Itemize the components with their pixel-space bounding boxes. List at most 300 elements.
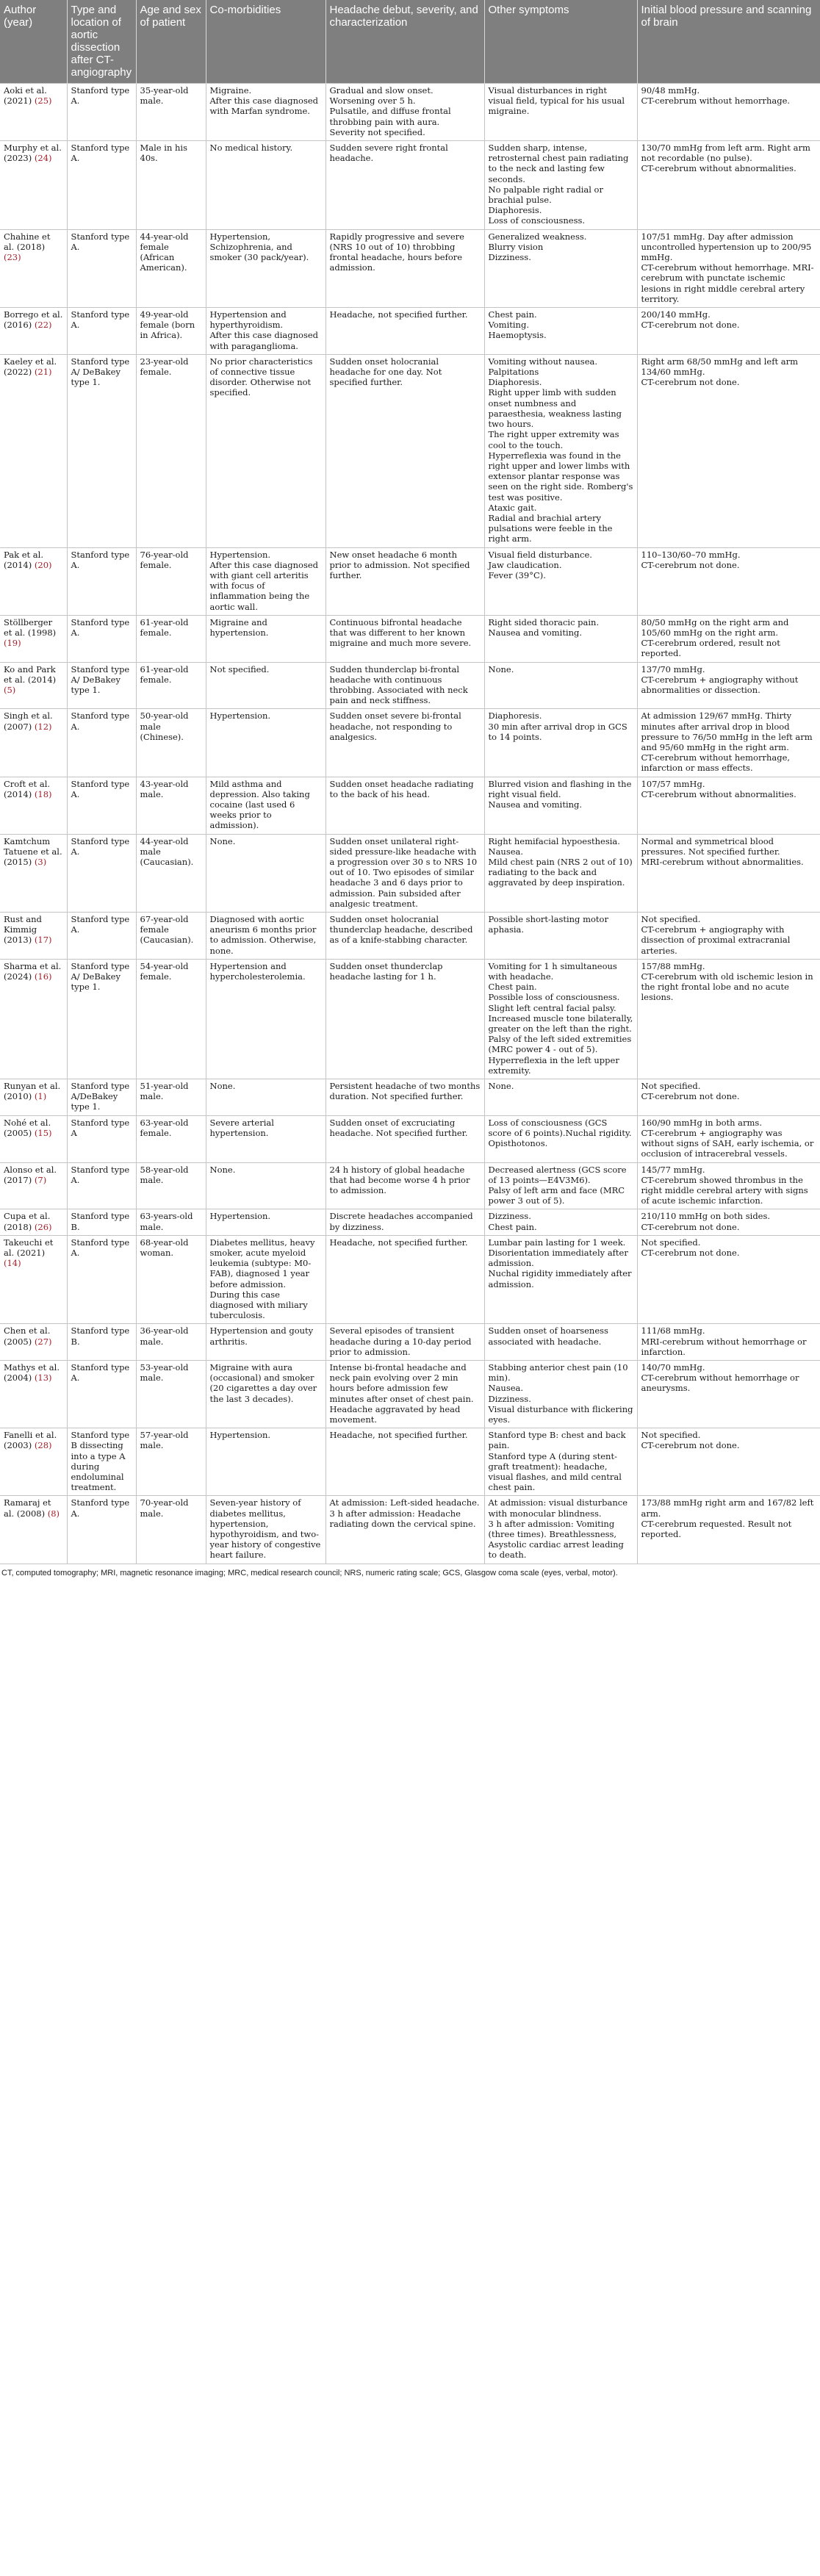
table-row <box>0 84 820 141</box>
cell-author <box>0 615 67 662</box>
cell-line: 30 min after arrival drop in GCS to 14 points. <box>488 721 627 742</box>
cell-line: CT-cerebrum with old ischemic lesion in the right frontal lobe and no acute lesions. <box>641 971 813 1003</box>
cell-author <box>0 547 67 615</box>
cell-type: Stanford type A. <box>67 615 136 662</box>
cell-line: CT-cerebrum not done. <box>641 1091 740 1102</box>
cell-comorbidities <box>206 1496 326 1564</box>
author-name: Kaeley et al. (2022) <box>4 356 57 378</box>
cell-author <box>0 308 67 355</box>
cell-author <box>0 777 67 834</box>
table-row <box>0 777 820 834</box>
header-comorbidities: Co-morbidities <box>206 0 326 84</box>
cell-blood-pressure <box>637 834 820 912</box>
cell-line: Discrete headaches accompanied by dizziness. <box>329 1211 473 1232</box>
cell-blood-pressure <box>637 547 820 615</box>
header-type: Type and location of aortic dissection after CT-angiography <box>67 0 136 84</box>
cell-line: CT-cerebrum + angiography without abnormalities or dissection. <box>641 674 799 695</box>
cell-line: Sudden onset of hoarseness associated with headache. <box>488 1325 608 1347</box>
reference-link[interactable]: (3) <box>34 857 47 868</box>
cell-comorbidities <box>206 547 326 615</box>
cell-line: Hyperreflexia was found in the right upper and lower limbs with extensor plantar response was seen on the right side. Romberg's test was positive. <box>488 450 633 503</box>
cell-line: Sudden onset holocranial thunderclap headache, described as of a knife-stabbing character. <box>329 914 473 946</box>
author-name: Takeuchi et al. (2021) <box>4 1237 54 1258</box>
cell-line: CT-cerebrum not done. <box>641 377 740 388</box>
cell-type: Stanford type A/ DeBakey type 1. <box>67 662 136 709</box>
cell-line: 160/90 mmHg in both arms. <box>641 1117 762 1128</box>
cell-comorbidities <box>206 913 326 960</box>
cell-line: Loss of consciousness (GCS score of 6 points).Nuchal rigidity. Opisthotonos. <box>488 1117 632 1149</box>
header-age: Age and sex of patient <box>136 0 206 84</box>
cell-line: 173/88 mmHg right arm and 167/82 left arm. <box>641 1497 814 1519</box>
cell-other-symptoms <box>484 777 637 834</box>
cell-other-symptoms <box>484 1360 637 1428</box>
cell-age: 35-year-old male. <box>136 84 206 141</box>
cell-line: Generalized weakness. <box>488 231 587 242</box>
cell-author <box>0 1496 67 1564</box>
cell-line: Nausea. <box>488 846 524 857</box>
cell-line: Right arm 68/50 mmHg and left arm 134/60 mmHg. <box>641 356 799 378</box>
cell-type: Stanford type A. <box>67 547 136 615</box>
cell-author <box>0 1209 67 1235</box>
table-row <box>0 1496 820 1564</box>
cell-blood-pressure <box>637 1235 820 1324</box>
reference-link[interactable]: (27) <box>34 1336 52 1347</box>
cell-author <box>0 1360 67 1428</box>
cell-age: 53-year-old male. <box>136 1360 206 1428</box>
cell-type: Stanford type A. <box>67 229 136 307</box>
cell-blood-pressure <box>637 1115 820 1162</box>
cell-line: Continuous bifrontal headache that was different to her known migraine and much more severe. <box>329 616 472 649</box>
cell-line: Visual disturbance with flickering eyes. <box>488 1403 633 1425</box>
cell-line: Vomiting. <box>488 320 529 331</box>
cell-line: Dizziness. <box>488 1211 531 1222</box>
cell-line: Normal and symmetrical blood pressures. Not specified further. <box>641 835 780 857</box>
cell-line: MRI-cerebrum without abnormalities. <box>641 857 804 868</box>
cell-blood-pressure <box>637 84 820 141</box>
cell-line: 157/88 mmHg. <box>641 960 705 971</box>
cell-age: 44-year-old male (Caucasian). <box>136 834 206 912</box>
cell-headache <box>326 141 484 230</box>
table-row <box>0 354 820 547</box>
reference-link[interactable]: (26) <box>34 1221 52 1232</box>
cell-comorbidities <box>206 1209 326 1235</box>
reference-link[interactable]: (17) <box>34 935 52 946</box>
cell-line: Sudden sharp, intense, retrosternal chest pain radiating to the neck and lasting few seconds. <box>488 143 629 184</box>
cell-line: CT-cerebrum not done. <box>641 1221 740 1232</box>
cell-line: Hypertension. <box>209 1211 271 1222</box>
cell-line: The right upper extremity was cool to the touch. <box>488 429 619 450</box>
cell-type: Stanford type B dissecting into a type A during endoluminal treatment. <box>67 1428 136 1496</box>
author-name: Sharma et al. (2024) <box>4 960 62 982</box>
cell-line: Sudden onset unilateral right-sided pressure-like headache with a progression over 30 s to NRS 10 out of 10. Two episodes of similar headache 3 and 6 days prior to admission. Pain subsided after analgesic treatment. <box>329 835 478 909</box>
cell-line: Nausea. <box>488 1383 524 1394</box>
cell-line: Hypertension and hyperthyroidism. <box>209 309 287 331</box>
table-row <box>0 1115 820 1162</box>
cell-other-symptoms <box>484 1496 637 1564</box>
cell-line: CT-cerebrum not done. <box>641 320 740 331</box>
cell-author <box>0 229 67 307</box>
cell-line: CT-cerebrum + angiography with dissection of proximal extracranial arteries. <box>641 924 791 956</box>
cell-blood-pressure <box>637 1324 820 1361</box>
cell-line: Migraine and hypertension. <box>209 616 269 638</box>
cell-line: Sudden onset headache radiating to the back of his head. <box>329 778 474 799</box>
table-row <box>0 1209 820 1235</box>
cell-age: 36-year-old male. <box>136 1324 206 1361</box>
cell-line: Nuchal rigidity immediately after admission. <box>488 1268 632 1289</box>
cell-line: Migraine. <box>209 85 252 96</box>
cell-other-symptoms <box>484 1209 637 1235</box>
cell-blood-pressure <box>637 913 820 960</box>
table-row <box>0 1235 820 1324</box>
cell-line: Haemoptysis. <box>488 330 547 341</box>
cell-type: Stanford type B. <box>67 1209 136 1235</box>
cell-other-symptoms <box>484 308 637 355</box>
cell-line: Blurred vision and flashing in the right visual field. <box>488 778 632 799</box>
cell-type: Stanford type A. <box>67 1360 136 1428</box>
cell-line: Loss of consciousness. <box>488 215 586 226</box>
cell-line: Hypertension. <box>209 710 271 722</box>
cell-comorbidities <box>206 354 326 547</box>
cell-line: Stabbing anterior chest pain (10 min). <box>488 1361 628 1384</box>
author-name: Fanelli et al. (2003) <box>4 1430 57 1451</box>
cell-blood-pressure <box>637 1162 820 1209</box>
table-row <box>0 1324 820 1361</box>
cell-age: 51-year-old male. <box>136 1079 206 1116</box>
table-row <box>0 547 820 615</box>
cell-age: 58-year-old male. <box>136 1162 206 1209</box>
table-row <box>0 959 820 1079</box>
cell-line: CT-cerebrum not done. <box>641 559 740 570</box>
cell-other-symptoms <box>484 615 637 662</box>
author-name: Ko and Park et al. (2014) <box>4 663 57 685</box>
cell-line: CT-cerebrum not done. <box>641 1440 740 1451</box>
header-blood-pressure: Initial blood pressure and scanning of brain <box>637 0 820 84</box>
author-name: Aoki et al. (2021) <box>4 85 47 107</box>
cell-line: None. <box>209 1164 236 1175</box>
cell-blood-pressure <box>637 229 820 307</box>
cell-blood-pressure <box>637 1428 820 1496</box>
table-row <box>0 1428 820 1496</box>
cell-comorbidities <box>206 1428 326 1496</box>
cell-line: Hypertension and hypercholesterolemia. <box>209 960 306 982</box>
cell-line: Several episodes of transient headache during a 10-day period prior to admission. <box>329 1325 472 1357</box>
cell-other-symptoms <box>484 1235 637 1324</box>
cell-type: Stanford type A <box>67 1115 136 1162</box>
cell-line: Headache, not specified further. <box>329 309 468 320</box>
author-name: Murphy et al. (2023) <box>4 143 62 164</box>
cell-headache <box>326 834 484 912</box>
cell-other-symptoms <box>484 141 637 230</box>
reference-link[interactable]: (14) <box>4 1258 21 1269</box>
reference-link[interactable]: (16) <box>34 971 52 982</box>
cell-line: Right sided thoracic pain. <box>488 616 600 627</box>
author-name: Singh et al. (2007) <box>4 710 53 732</box>
cell-line: Sudden severe right frontal headache. <box>329 143 448 164</box>
cell-line: Diaphoresis. <box>488 710 542 722</box>
cell-line: Not specified. <box>641 1430 701 1441</box>
cell-line: Headache, not specified further. <box>329 1237 468 1248</box>
cell-age: 49-year-old female (born in Africa). <box>136 308 206 355</box>
table-header <box>0 0 820 84</box>
cell-line: 137/70 mmHg. <box>641 663 705 674</box>
reference-link[interactable]: (23) <box>4 252 21 263</box>
cell-headache <box>326 777 484 834</box>
cell-line: Severe arterial hypertension. <box>209 1117 274 1138</box>
cell-blood-pressure <box>637 1209 820 1235</box>
cell-other-symptoms <box>484 229 637 307</box>
header-other-symptoms: Other symptoms <box>484 0 637 84</box>
cell-other-symptoms <box>484 959 637 1079</box>
cell-line: Radial and brachial artery pulsations were feeble in the right arm. <box>488 512 613 544</box>
cell-line: At admission 129/67 mmHg. Thirty minutes after arrival drop in blood pressure to 76/50 mmHg in the left arm and 95/60 mmHg in the right arm. <box>641 710 813 752</box>
cell-headache <box>326 1360 484 1428</box>
cell-line: 145/77 mmHg. <box>641 1164 705 1175</box>
cell-blood-pressure <box>637 1079 820 1116</box>
cell-line: Diabetes mellitus, heavy smoker, acute myeloid leukemia (subtype: M0-FAB), diagnosed 1 year before admission. <box>209 1237 315 1289</box>
cell-blood-pressure <box>637 662 820 709</box>
cell-type: Stanford type A/ DeBakey type 1. <box>67 354 136 547</box>
reference-link[interactable]: (12) <box>34 721 52 732</box>
cell-age: 23-year-old female. <box>136 354 206 547</box>
cell-author <box>0 1428 67 1496</box>
cell-line: Diaphoresis. <box>488 377 542 388</box>
cell-comorbidities <box>206 662 326 709</box>
cell-comorbidities <box>206 777 326 834</box>
cell-line: Visual disturbances in right visual field, typical for his usual migraine. <box>488 85 625 117</box>
author-name: Pak et al. (2014) <box>4 549 43 570</box>
reference-link[interactable]: (8) <box>47 1508 60 1519</box>
cell-line: At admission: visual disturbance with monocular blindness. <box>488 1497 628 1519</box>
cell-other-symptoms <box>484 709 637 777</box>
cell-line: Not specified. <box>641 1081 701 1092</box>
cell-other-symptoms <box>484 662 637 709</box>
table-row <box>0 141 820 230</box>
cell-author <box>0 1115 67 1162</box>
cell-author <box>0 662 67 709</box>
cell-headache <box>326 1496 484 1564</box>
author-name: Rust and Kimmig (2013) <box>4 914 42 946</box>
cell-line: Severity not specified. <box>329 126 425 137</box>
cell-comorbidities <box>206 1235 326 1324</box>
reference-link[interactable]: (19) <box>4 638 21 649</box>
table-row <box>0 1079 820 1116</box>
reference-link[interactable]: (5) <box>4 684 16 695</box>
cell-author <box>0 1079 67 1116</box>
cell-line: Hypertension. <box>209 549 271 560</box>
cell-line: 90/48 mmHg. <box>641 85 700 96</box>
cell-author <box>0 1235 67 1324</box>
cell-comorbidities <box>206 1360 326 1428</box>
cell-author <box>0 1162 67 1209</box>
cell-headache <box>326 84 484 141</box>
reference-link[interactable]: (22) <box>34 320 52 331</box>
cell-line: Chest pain. <box>488 982 537 993</box>
author-name: Chahine et al. (2018) <box>4 231 51 252</box>
cell-other-symptoms <box>484 1079 637 1116</box>
cell-line: 107/57 mmHg. <box>641 778 705 789</box>
cell-age: 63-years-old male. <box>136 1209 206 1235</box>
cell-line: Lumbar pain lasting for 1 week. <box>488 1237 626 1248</box>
cell-line: 111/68 mmHg. <box>641 1325 705 1336</box>
cell-line: Headache, not specified further. <box>329 1430 468 1441</box>
cell-line: 80/50 mmHg on the right arm and 105/60 mmHg on the right arm. <box>641 616 789 638</box>
cell-line: CT-cerebrum without hemorrhage, infarction or mass effects. <box>641 752 791 774</box>
cell-age: 63-year-old female. <box>136 1115 206 1162</box>
author-name: Ramaraj et al. (2008) <box>4 1497 51 1519</box>
cell-line: Palpitations <box>488 367 539 378</box>
cell-comorbidities <box>206 959 326 1079</box>
cell-comorbidities <box>206 1162 326 1209</box>
cell-blood-pressure <box>637 354 820 547</box>
table-row <box>0 662 820 709</box>
cell-type: Stanford type B. <box>67 1324 136 1361</box>
cell-age: Male in his 40s. <box>136 141 206 230</box>
cell-comorbidities <box>206 615 326 662</box>
cell-line: 24 h history of global headache that had become worse 4 h prior to admission. <box>329 1164 470 1195</box>
cell-line: CT-cerebrum + angiography was without signs of SAH, early ischemia, or occlusion of intracerebral vessels. <box>641 1127 814 1159</box>
author-name: Alonso et al. (2017) <box>4 1164 57 1185</box>
author-name: Mathys et al. (2004) <box>4 1361 60 1384</box>
cell-line: Possible loss of consciousness. <box>488 992 620 1003</box>
cell-line: Not specified. <box>209 663 270 674</box>
cell-line: Not specified. <box>641 914 701 925</box>
cell-line: 110–130/60–70 mmHg. <box>641 549 741 560</box>
cell-other-symptoms <box>484 913 637 960</box>
cell-type: Stanford type A. <box>67 141 136 230</box>
cell-line: Hypertension, Schizophrenia, and smoker (30 pack/year). <box>209 231 309 263</box>
cell-line: CT-cerebrum showed thrombus in the right middle cerebral artery with signs of acute ischemic infarction. <box>641 1174 808 1206</box>
cell-line: Blurry vision <box>488 241 544 252</box>
reference-link[interactable]: (21) <box>34 367 52 378</box>
cell-line: 130/70 mmHg from left arm. Right arm not recordable (no pulse). <box>641 143 810 164</box>
cell-line: None. <box>488 663 514 674</box>
cell-line: Palsy of the left sided extremities (MRC power 4 - out of 5). <box>488 1034 632 1055</box>
cell-author <box>0 141 67 230</box>
cell-other-symptoms <box>484 1115 637 1162</box>
table-row <box>0 834 820 912</box>
cell-line: Right hemifacial hypoesthesia. <box>488 835 620 846</box>
cell-line: None. <box>209 835 236 846</box>
cell-author <box>0 913 67 960</box>
reference-link[interactable]: (18) <box>34 788 52 799</box>
cell-line: Nausea and vomiting. <box>488 799 583 810</box>
cell-blood-pressure <box>637 1496 820 1564</box>
cell-line: Sudden onset of excruciating headache. Not specified further. <box>329 1117 468 1138</box>
table-row <box>0 1360 820 1428</box>
author-name: Runyan et al. (2010) <box>4 1081 61 1102</box>
table-row <box>0 229 820 307</box>
cell-line: Vomiting for 1 h simultaneous with headache. <box>488 960 617 982</box>
cell-age: 76-year-old female. <box>136 547 206 615</box>
cell-headache <box>326 308 484 355</box>
cell-type: Stanford type A/ DeBakey type 1. <box>67 959 136 1079</box>
cell-age: 68-year-old woman. <box>136 1235 206 1324</box>
cell-author <box>0 709 67 777</box>
cell-line: CT-cerebrum ordered, result not reported. <box>641 638 780 659</box>
cell-line: Pulsatile, and diffuse frontal throbbing pain with aura. <box>329 106 451 127</box>
cell-line: Palsy of left arm and face (MRC power 3 out of 5). <box>488 1184 625 1206</box>
cell-line: Not specified. <box>641 1237 701 1248</box>
cell-other-symptoms <box>484 547 637 615</box>
author-name: Chen et al. (2005) <box>4 1325 51 1347</box>
cell-line: MRI-cerebrum without hemorrhage or infarction. <box>641 1336 807 1357</box>
cell-headache <box>326 959 484 1079</box>
cell-line: Gradual and slow onset. Worsening over 5 h. <box>329 85 434 107</box>
cell-headache <box>326 615 484 662</box>
cell-headache <box>326 1079 484 1116</box>
cell-line: Mild chest pain (NRS 2 out of 10) radiating to the back and aggravated by deep inspiration. <box>488 857 633 888</box>
cell-blood-pressure <box>637 709 820 777</box>
cell-line: Hypertension. <box>209 1430 271 1441</box>
cell-line: Chest pain. <box>488 309 537 320</box>
cell-type: Stanford type A. <box>67 913 136 960</box>
cell-type: Stanford type A. <box>67 834 136 912</box>
reference-link[interactable]: (25) <box>34 96 52 107</box>
reference-link[interactable]: (7) <box>34 1174 47 1185</box>
cell-line: Nausea and vomiting. <box>488 627 583 638</box>
cell-type: Stanford type A. <box>67 1496 136 1564</box>
cell-line: Chest pain. <box>488 1221 537 1232</box>
cell-line: Increased muscle tone bilaterally, greater on the left than the right. <box>488 1012 633 1035</box>
cell-headache <box>326 229 484 307</box>
cell-comorbidities <box>206 229 326 307</box>
cell-line: Sudden onset thunderclap headache lasting for 1 h. <box>329 960 443 982</box>
cell-line: Migraine with aura (occasional) and smoker (20 cigarettes a day over the last 3 decades). <box>209 1361 317 1404</box>
cell-line: Intense bi-frontal headache and neck pain evolving over 2 min hours before admission few minutes after onset of chest pain. Headache aggravated by head movement. <box>329 1361 474 1425</box>
cell-line: 140/70 mmHg. <box>641 1361 705 1372</box>
cell-line: Hyperreflexia in the left upper extremity. <box>488 1054 619 1076</box>
cell-line: Right upper limb with sudden onset numbness and paraesthesia, weakness lasting two hours. <box>488 387 622 430</box>
cell-line: Sudden thunderclap bi-frontal headache with continuous throbbing. Associated with neck pain and neck stiffness. <box>329 663 468 706</box>
cell-type: Stanford type A. <box>67 777 136 834</box>
cell-headache <box>326 709 484 777</box>
cell-line: Possible short-lasting motor aphasia. <box>488 914 608 935</box>
cell-comorbidities <box>206 308 326 355</box>
reference-link[interactable]: (1) <box>34 1091 47 1102</box>
cell-line: 210/110 mmHg on both sides. <box>641 1211 771 1222</box>
cell-line: At admission: Left-sided headache. <box>329 1497 480 1508</box>
author-name: Cupa et al. (2018) <box>4 1211 51 1232</box>
reference-link[interactable]: (24) <box>34 153 52 164</box>
cell-other-symptoms <box>484 1428 637 1496</box>
cell-line: CT-cerebrum without hemorrhage or aneurysms. <box>641 1372 799 1394</box>
table-row <box>0 308 820 355</box>
cell-other-symptoms <box>484 354 637 547</box>
cell-line: After this case diagnosed with giant cell arteritis with focus of inflammation being the aortic wall. <box>209 559 319 612</box>
cell-line: Visual field disturbance. <box>488 549 592 560</box>
cell-line: Stanford type A (during stent-graft treatment): headache, visual flashes, and mild central chest pain. <box>488 1450 622 1493</box>
reference-link[interactable]: (13) <box>34 1372 52 1384</box>
author-name: Nohé et al. (2005) <box>4 1117 51 1138</box>
cell-headache <box>326 1115 484 1162</box>
cell-line: Stanford type B: chest and back pain. <box>488 1430 626 1451</box>
cell-age: 61-year-old female. <box>136 615 206 662</box>
cell-author <box>0 1324 67 1361</box>
cell-author <box>0 834 67 912</box>
cell-line: Seven-year history of diabetes mellitus, hypertension, hypothyroidism, and two-year history of congestive heart failure. <box>209 1497 321 1561</box>
cell-line: Sudden onset holocranial headache for one day. Not specified further. <box>329 356 442 388</box>
table-row <box>0 913 820 960</box>
cell-line: Disorientation immediately after admission. <box>488 1247 628 1269</box>
table-footnote: CT, computed tomography; MRI, magnetic resonance imaging; MRC, medical research council; NRS, numeric rating scale; GCS, Glasgow coma scale (eyes, verbal, motor). <box>0 1564 820 1582</box>
cell-line: Fever (39°C). <box>488 569 546 580</box>
reference-link[interactable]: (20) <box>34 559 52 570</box>
cell-line: Dizziness. <box>488 252 531 263</box>
cell-line: Hypertension and gouty arthritis. <box>209 1325 314 1347</box>
reference-link[interactable]: (15) <box>34 1127 52 1138</box>
cell-type: Stanford type A/DeBakey type 1. <box>67 1079 136 1116</box>
reference-link[interactable]: (28) <box>34 1440 52 1451</box>
